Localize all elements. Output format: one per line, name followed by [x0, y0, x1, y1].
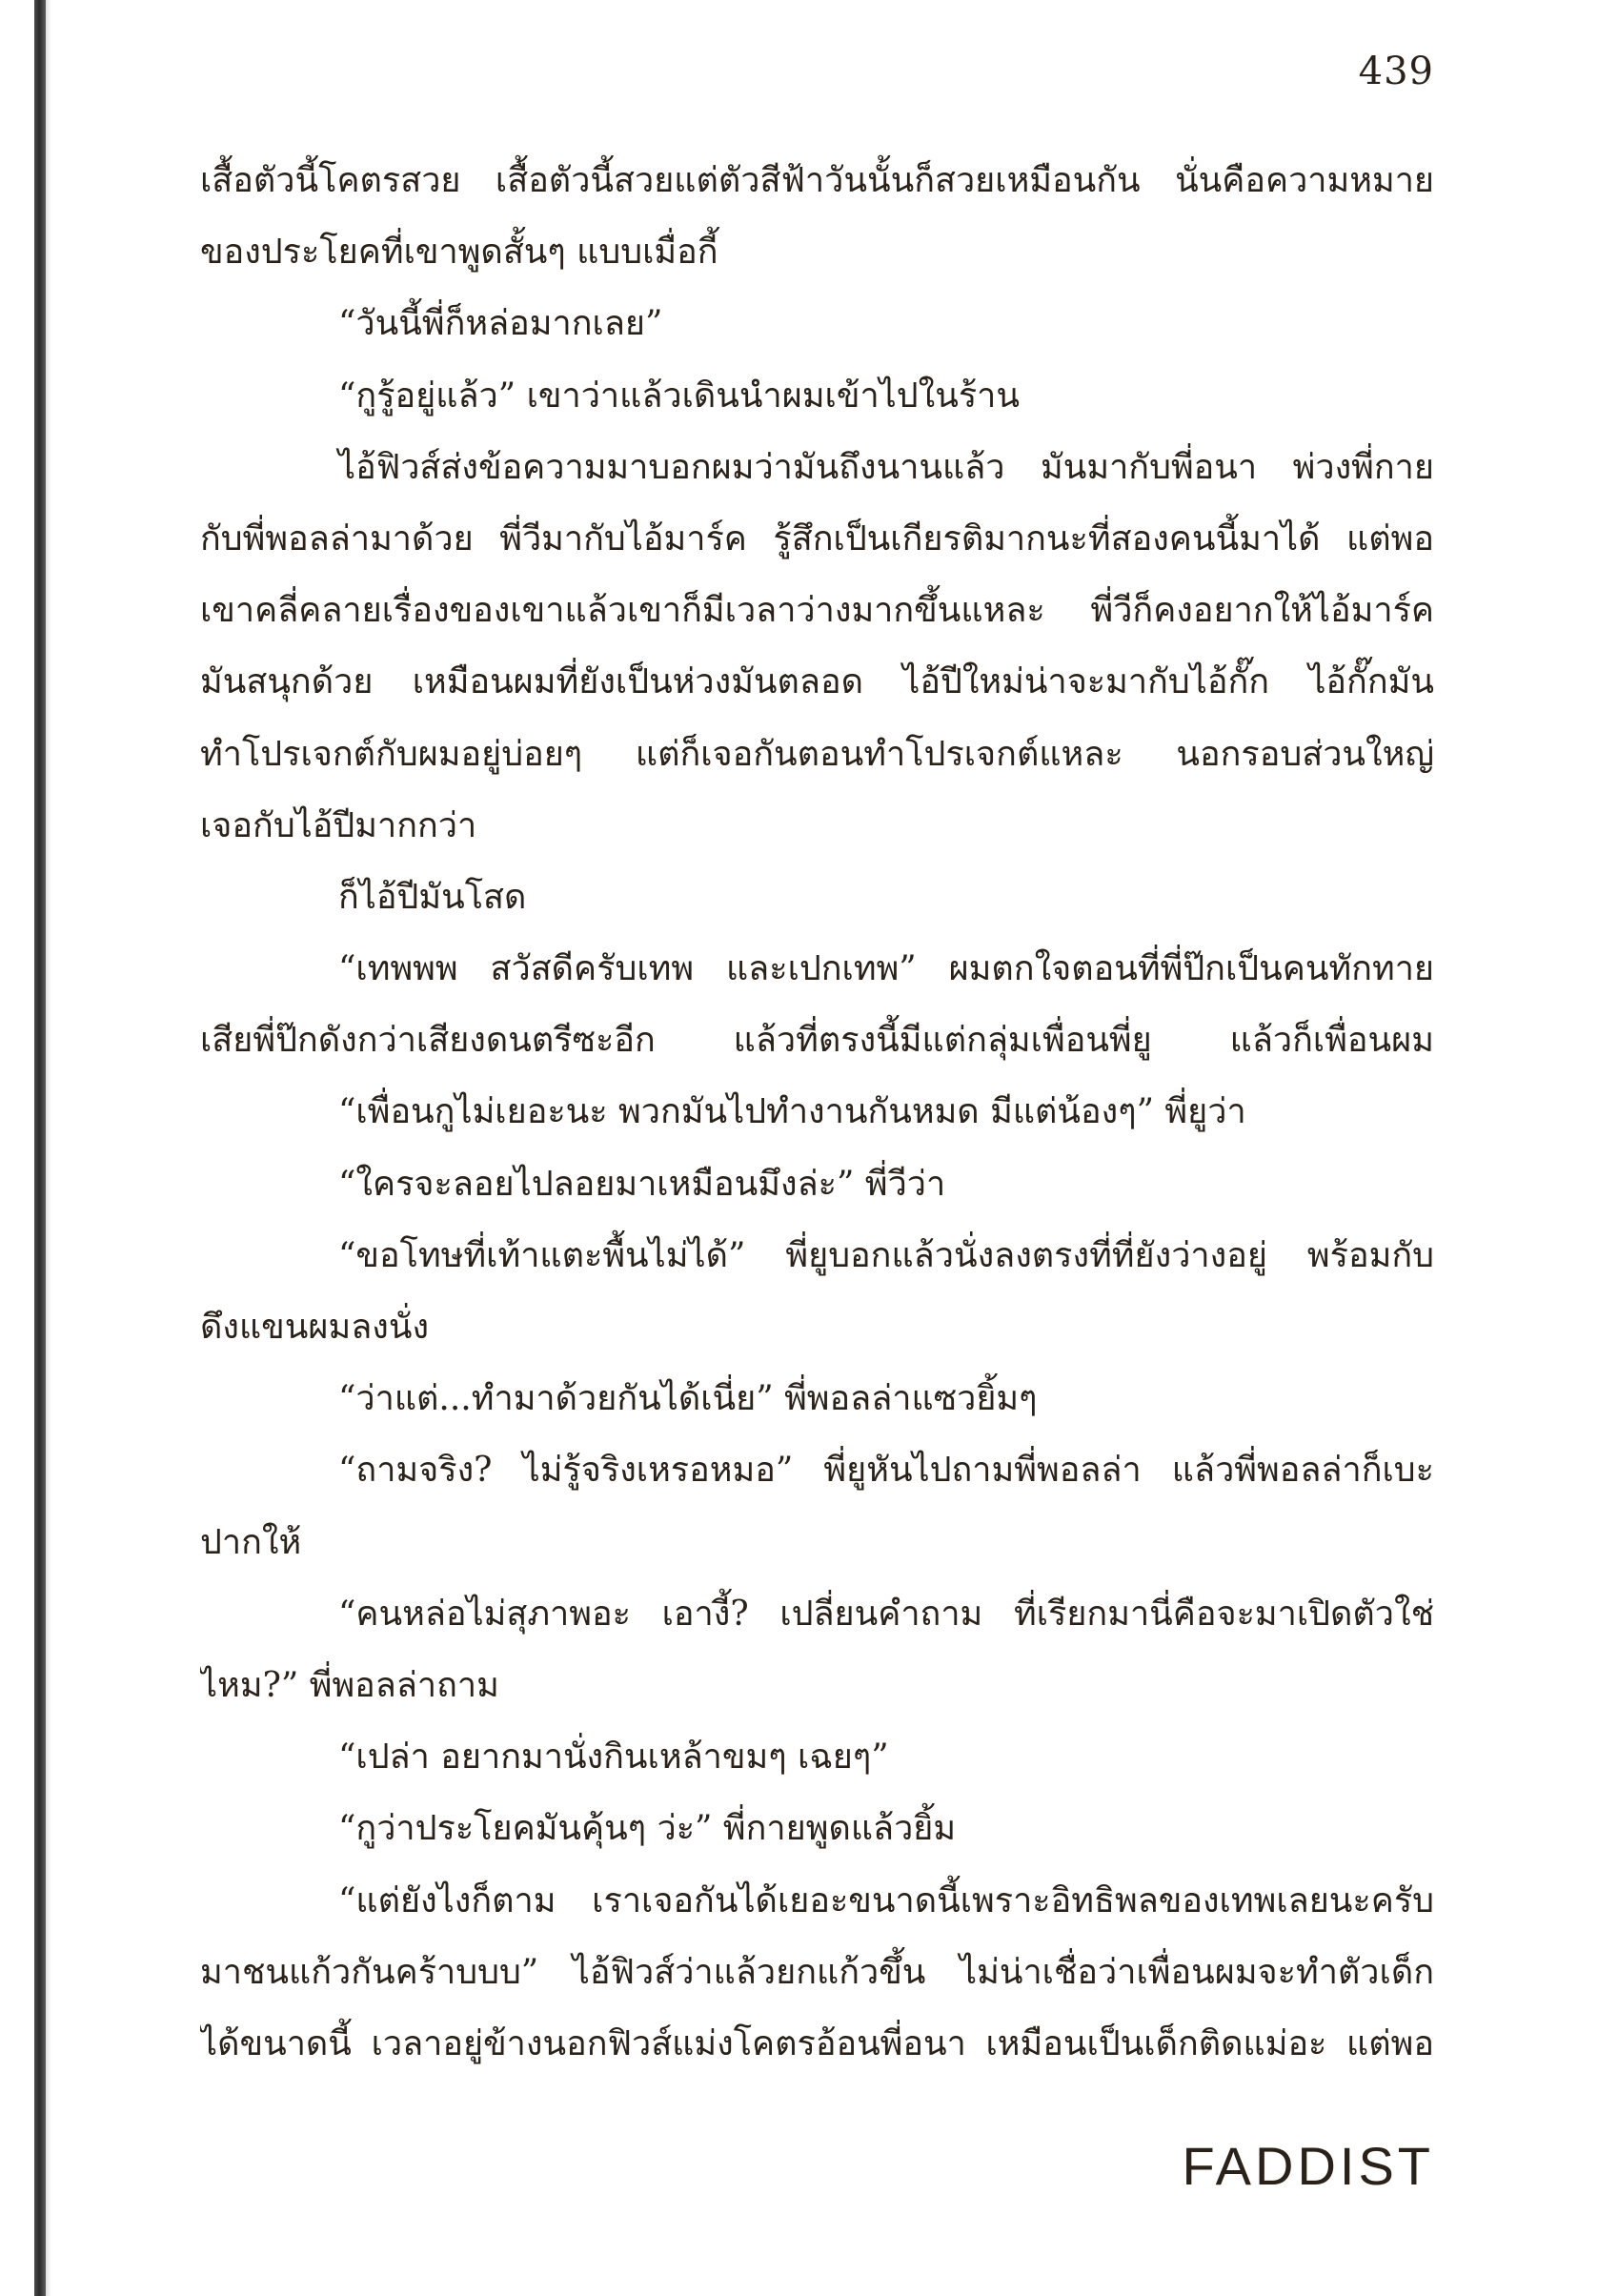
text-line: “กูว่าประโยคมันคุ้นๆ ว่ะ” พี่กายพูดแล้วยิ้ม — [338, 1809, 957, 1849]
text-line: ไหม?” พี่พอลล่าถาม — [200, 1665, 499, 1705]
text-line: “เปล่า อยากมานั่งกินเหล้าขมๆ เฉยๆ” — [338, 1737, 889, 1778]
text-line: “เทพพพ สวัสดีครับเทพ และเปกเทพ” ผมตกใจตอนที่พี่ป๊กเป็นคนทักทาย — [338, 949, 1434, 989]
text-line: “คนหล่อไม่สุภาพอะ เอางี้? เปลี่ยนคำถาม ที่เรียกมานี่คือจะมาเปิดตัวใช่ — [338, 1594, 1434, 1634]
text-line: เสียพี่ป๊กดังกว่าเสียงดนตรีซะอีก แล้วที่ตรงนี้มีแต่กลุ่มเพื่อนพี่ยู แล้วก็เพื่อนผม — [200, 1021, 1434, 1061]
text-line: ของประโยคที่เขาพูดสั้นๆ แบบเมื่อกี้ — [200, 233, 718, 273]
text-line: กับพี่พอลล่ามาด้วย พี่วีมากับไอ้มาร์ค รู้สึกเป็นเกียรติมากนะที่สองคนนี้มาได้ แต่พอ — [200, 518, 1434, 559]
text-line: “ถามจริง? ไม่รู้จริงเหรอหมอ” พี่ยูหันไปถามพี่พอลล่า แล้วพี่พอลล่าก็เบะ — [338, 1451, 1434, 1491]
text-line: เสื้อตัวนี้โคตรสวย เสื้อตัวนี้สวยแต่ตัวสีฟ้าวันนั้นก็สวยเหมือนกัน นั่นคือความหมาย — [200, 161, 1434, 200]
text-line: “ว่าแต่...ทำมาด้วยกันได้เนี่ย” พี่พอลล่าแซวยิ้มๆ — [338, 1379, 1038, 1419]
text-line: “เพื่อนกูไม่เยอะนะ พวกมันไปทำงานกันหมด มีแต่น้องๆ” พี่ยูว่า — [338, 1092, 1246, 1132]
footer-brand: FADDIST — [1182, 2136, 1434, 2196]
text-line: ก็ไอ้ปีมันโสด — [338, 877, 527, 917]
text-line: มาชนแก้วกันคร้าบบบ” ไอ้ฟิวส์ว่าแล้วยกแก้วขึ้น ไม่น่าเชื่อว่าเพื่อนผมจะทำตัวเด็ก — [200, 1952, 1434, 1992]
binding-shadow — [46, 0, 51, 2296]
text-line: ได้ขนาดนี้ เวลาอยู่ข้างนอกฟิวส์แม่งโคตรอ้อนพี่อนา เหมือนเป็นเด็กติดแม่อะ แต่พอ — [200, 2023, 1434, 2063]
text-line: มันสนุกด้วย เหมือนผมที่ยังเป็นห่วงมันตลอด ไอ้ปีใหม่น่าจะมากับไอ้กั๊ก ไอ้กั๊กมัน — [200, 662, 1434, 702]
page-number: 439 — [1358, 50, 1434, 93]
book-binding-edge — [34, 0, 46, 2296]
text-line: ทำโปรเจกต์กับผมอยู่บ่อยๆ แต่ก็เจอกันตอนทำโปรเจกต์แหละ นอกรอบส่วนใหญ่ — [200, 734, 1434, 774]
text-line: เขาคลี่คลายเรื่องของเขาแล้วเขาก็มีเวลาว่างมากขึ้นแหละ พี่วีก็คงอยากให้ไอ้มาร์ค — [200, 591, 1434, 631]
text-line: “วันนี้พี่ก็หล่อมากเลย” — [338, 304, 663, 344]
body-text — [200, 145, 1434, 2080]
text-line: เจอกับไอ้ปีมากกว่า — [200, 805, 477, 845]
text-line: ปากให้ — [200, 1522, 302, 1562]
text-line: “ใครจะลอยไปลอยมาเหมือนมึงล่ะ” พี่วีว่า — [338, 1164, 946, 1204]
text-line: “แต่ยังไงก็ตาม เราเจอกันได้เยอะขนาดนี้เพราะอิทธิพลของเทพเลยนะครับ — [338, 1880, 1434, 1920]
text-line: ดึงแขนผมลงนั่ง — [200, 1308, 430, 1347]
text-line: “กูรู้อยู่แล้ว” เขาว่าแล้วเดินนำผมเข้าไปในร้าน — [338, 376, 1020, 416]
text-line: ไอ้ฟิวส์ส่งข้อความมาบอกผมว่ามันถึงนานแล้ว มันมากับพี่อนา พ่วงพี่กาย — [338, 447, 1434, 487]
text-line: “ขอโทษที่เท้าแตะพื้นไม่ได้” พี่ยูบอกแล้วนั่งลงตรงที่ที่ยังว่างอยู่ พร้อมกับ — [338, 1235, 1434, 1275]
